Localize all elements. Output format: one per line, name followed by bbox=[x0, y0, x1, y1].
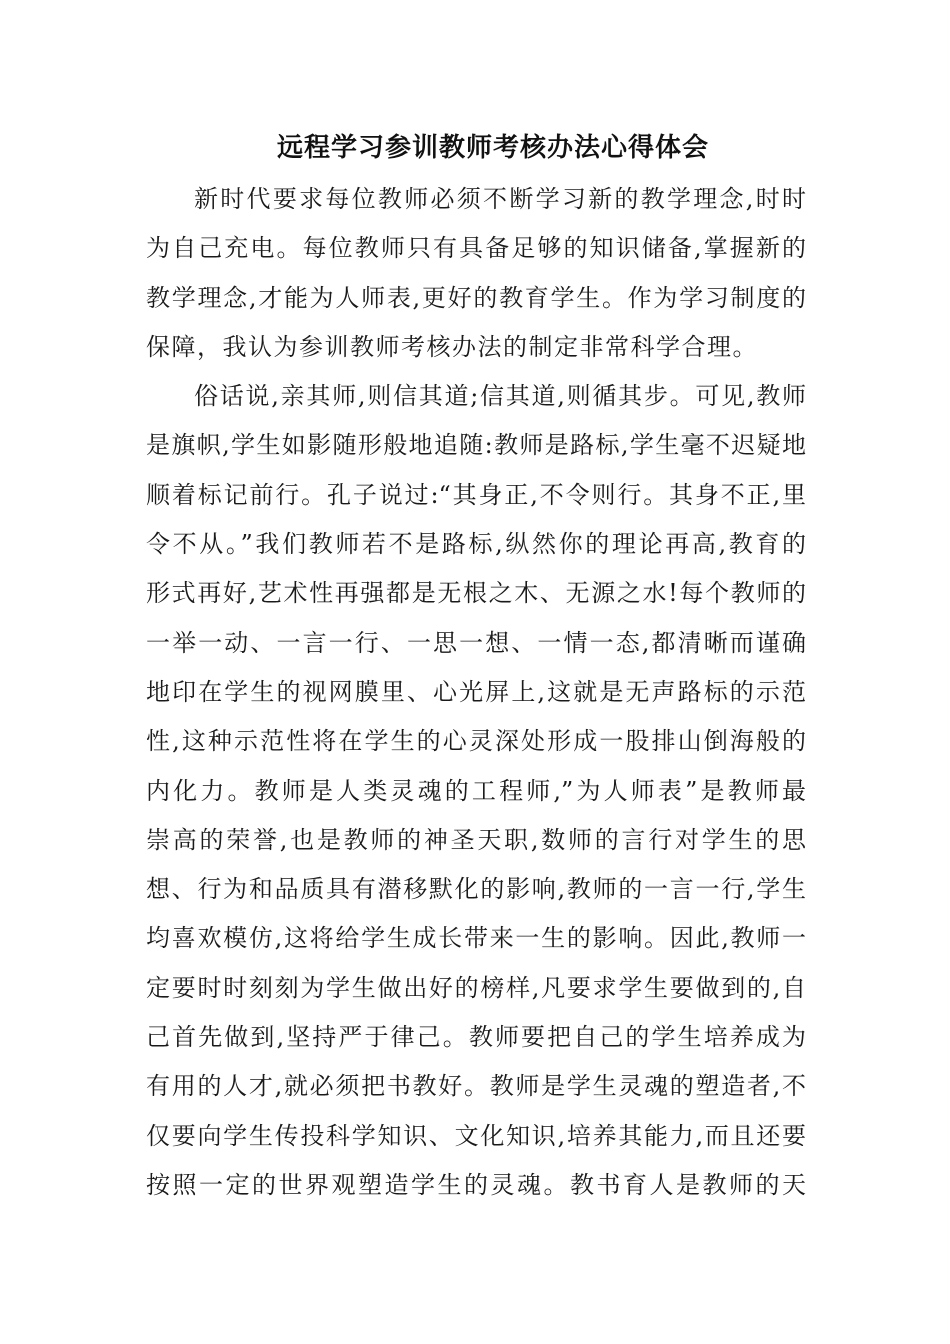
paragraph-2-line-12: 均喜欢模仿,这将给学生成长带来一生的影响。因此,教师一 bbox=[146, 924, 806, 953]
paragraph-1-line-4: 保障，我认为参训教师考核办法的制定非常科学合理。 bbox=[146, 332, 758, 361]
paragraph-2-line-10: 崇高的荣誉,也是教师的神圣天职,数师的言行对学生的思 bbox=[146, 825, 806, 854]
paragraph-2-line-17: 按照一定的世界观塑造学生的灵魂。教书育人是教师的天 bbox=[146, 1170, 806, 1199]
paragraph-1-line-1: 新时代要求每位教师必须不断学习新的教学理念,时时 bbox=[194, 185, 806, 213]
paragraph-2-line-13: 定要时时刻刻为学生做出好的榜样,凡要求学生要做到的,自 bbox=[146, 973, 806, 1002]
paragraph-2-line-7: 地印在学生的视网膜里、心光屏上,这就是无声路标的示范 bbox=[146, 677, 806, 706]
paragraph-2-line-16: 仅要向学生传投科学知识、文化知识,培养其能力,而且还要 bbox=[146, 1121, 806, 1150]
paragraph-2-line-3: 顺着标记前行。孔子说过:“其身正,不令则行。其身不正,里 bbox=[146, 480, 806, 509]
paragraph-2-line-9: 内化力。教师是人类灵魂的工程师,”为人师表”是教师最 bbox=[146, 776, 806, 805]
paragraph-2-line-6: 一举一动、一言一行、一思一想、一情一态,都清晰而谨确 bbox=[146, 628, 806, 657]
paragraph-2-line-8: 性,这种示范性将在学生的心灵深处形成一股排山倒海般的 bbox=[146, 727, 806, 756]
paragraph-2-line-15: 有用的人才,就必须把书教好。教师是学生灵魂的塑造者,不 bbox=[146, 1072, 806, 1101]
paragraph-2-line-14: 己首先做到,坚持严于律己。教师要把自己的学生培养成为 bbox=[146, 1023, 806, 1052]
paragraph-1-line-2: 为自己充电。每位教师只有具备足够的知识储备,掌握新的 bbox=[146, 234, 806, 263]
paragraph-2-line-1: 俗话说,亲其师,则信其道;信其道,则循其步。可见,教师 bbox=[194, 382, 806, 411]
paragraph-2-line-11: 想、行为和品质具有潜移默化的影响,教师的一言一行,学生 bbox=[146, 875, 806, 904]
paragraph-1-line-3: 教学理念,才能为人师表,更好的教育学生。作为学习制度的 bbox=[146, 283, 806, 312]
paragraph-2-line-2: 是旗帜,学生如影随形般地追随:教师是路标,学生毫不迟疑地 bbox=[146, 431, 806, 460]
document-body bbox=[146, 175, 806, 1210]
paragraph-2-line-5: 形式再好,艺术性再强都是无根之木、无源之水!每个教师的 bbox=[146, 579, 806, 608]
document-title: 远程学习参训教师考核办法心得体会 bbox=[276, 133, 709, 163]
paragraph-2-line-4: 令不从。”我们教师若不是路标,纵然你的理论再高,教育的 bbox=[146, 530, 806, 559]
